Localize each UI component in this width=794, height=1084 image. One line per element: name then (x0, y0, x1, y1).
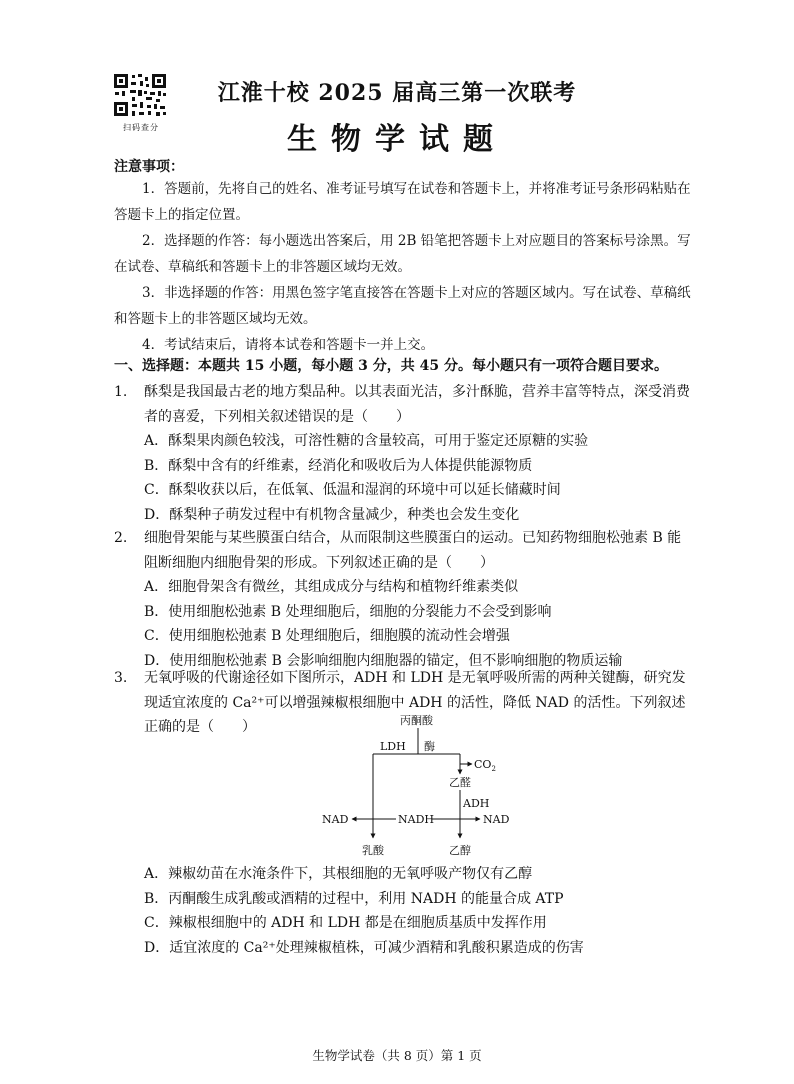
option-a: A．酥梨果肉颜色较浅，可溶性糖的含量较高，可用于鉴定还原糖的实验 (144, 433, 589, 449)
label-adh: ADH (463, 797, 490, 810)
anaerobic-pathway-diagram (318, 712, 518, 862)
question-text: 无氧呼吸的代谢途径如下图所示，ADH 和 LDH 是无氧呼吸所需的两种关键酶，研究发现适宜浓度的 Ca²⁺可以增强辣椒根细胞中 ADH 的活性，降低 NAD 的活性。下列叙述正确的是（ ） (144, 670, 686, 735)
label-co2 (474, 758, 496, 773)
label-acetaldehyde: 乙醛 (449, 776, 471, 789)
notice-list (114, 176, 694, 358)
option-c: C．辣椒根细胞中的 ADH 和 LDH 都是在细胞质基质中发挥作用 (144, 915, 547, 931)
question-stem (114, 526, 694, 575)
option-a: A．辣椒幼苗在水淹条件下，其根细胞的无氧呼吸产物仅有乙醇 (144, 866, 533, 882)
qr-caption: 扫码查分 (123, 123, 159, 132)
subject-title: 生物学试题 (287, 122, 507, 157)
question-number: 2. (114, 530, 128, 546)
label-co2-main: CO (474, 758, 492, 771)
option-d: D．酥梨种子萌发过程中有机物含量减少，种类也会发生变化 (144, 506, 520, 523)
question-number: 1. (114, 384, 128, 400)
notice-item: 3．非选择题的作答：用黑色签字笔直接答在答题卡上对应的答题区域内。写在试卷、草稿纸和答题卡上的非答题区域均无效。 (114, 285, 691, 327)
question-2 (114, 526, 694, 673)
label-nad-left: NAD (322, 813, 349, 826)
notice-heading: 注意事项： (114, 159, 184, 175)
page-footer: 生物学试卷（共 8 页）第 1 页 (312, 1048, 482, 1063)
option-c: C．使用细胞松弛素 B 处理细胞后，细胞膜的流动性会增强 (144, 628, 510, 644)
label-ldh: LDH (380, 740, 406, 753)
label-co2-sub: 2 (491, 765, 496, 773)
question-stem (114, 380, 694, 429)
question-text: 酥梨是我国最古老的地方梨品种。以其表面光洁，多汁酥脆，营养丰富等特点，深受消费者的喜爱，下列相关叙述错误的是（ ） (144, 384, 690, 425)
option-b: B．使用细胞松弛素 B 处理细胞后，细胞的分裂能力不会受到影响 (144, 603, 552, 620)
option-b: B．丙酮酸生成乳酸或酒精的过程中，利用 NADH 的能量合成 ATP (144, 890, 564, 907)
question-1 (114, 380, 694, 527)
label-enzyme: 酶 (424, 740, 435, 753)
exam-title: 江淮十校 2025 届高三第一次联考 (217, 80, 577, 106)
option-a: A．细胞骨架含有微丝，其组成成分与结构和植物纤维素类似 (144, 579, 519, 595)
option-d: D．适宜浓度的 Ca²⁺处理辣椒植株，可减少酒精和乳酸积累造成的伤害 (144, 939, 584, 956)
option-b: B．酥梨中含有的纤维素，经消化和吸收后为人体提供能源物质 (144, 457, 533, 474)
label-lactate: 乳酸 (362, 844, 384, 857)
question-number: 3. (114, 670, 128, 686)
notice-item: 1．答题前，先将自己的姓名、准考证号填写在试卷和答题卡上，并将准考证号条形码粘贴在答题卡上的指定位置。 (114, 181, 691, 223)
option-d: D．使用细胞松弛素 B 会影响细胞内细胞器的锚定，但不影响细胞的物质运输 (144, 652, 623, 669)
label-pyruvate: 丙酮酸 (400, 714, 433, 727)
notice-item: 4．考试结束后，请将本试卷和答题卡一并上交。 (142, 337, 435, 353)
question-text: 细胞骨架能与某些膜蛋白结合，从而限制这些膜蛋白的运动。已知药物细胞松弛素 B 能阻断细胞内细胞骨架的形成。下列叙述正确的是（ ） (144, 530, 682, 571)
option-c: C．酥梨收获以后，在低氧、低温和湿润的环境中可以延长储藏时间 (144, 482, 561, 498)
label-nadh: NADH (398, 813, 434, 826)
notice-item: 2．选择题的作答：每小题选出答案后，用 2B 铅笔把答题卡上对应题目的答案标号涂黑。写在试卷、草稿纸和答题卡上的非答题区域均无效。 (114, 233, 691, 275)
label-ethanol: 乙醇 (449, 844, 471, 857)
question-3-options (114, 862, 694, 960)
label-nad-right: NAD (483, 813, 510, 826)
section-heading: 一、选择题：本题共 15 小题，每小题 3 分，共 45 分。每小题只有一项符合题目要求。 (114, 358, 668, 374)
